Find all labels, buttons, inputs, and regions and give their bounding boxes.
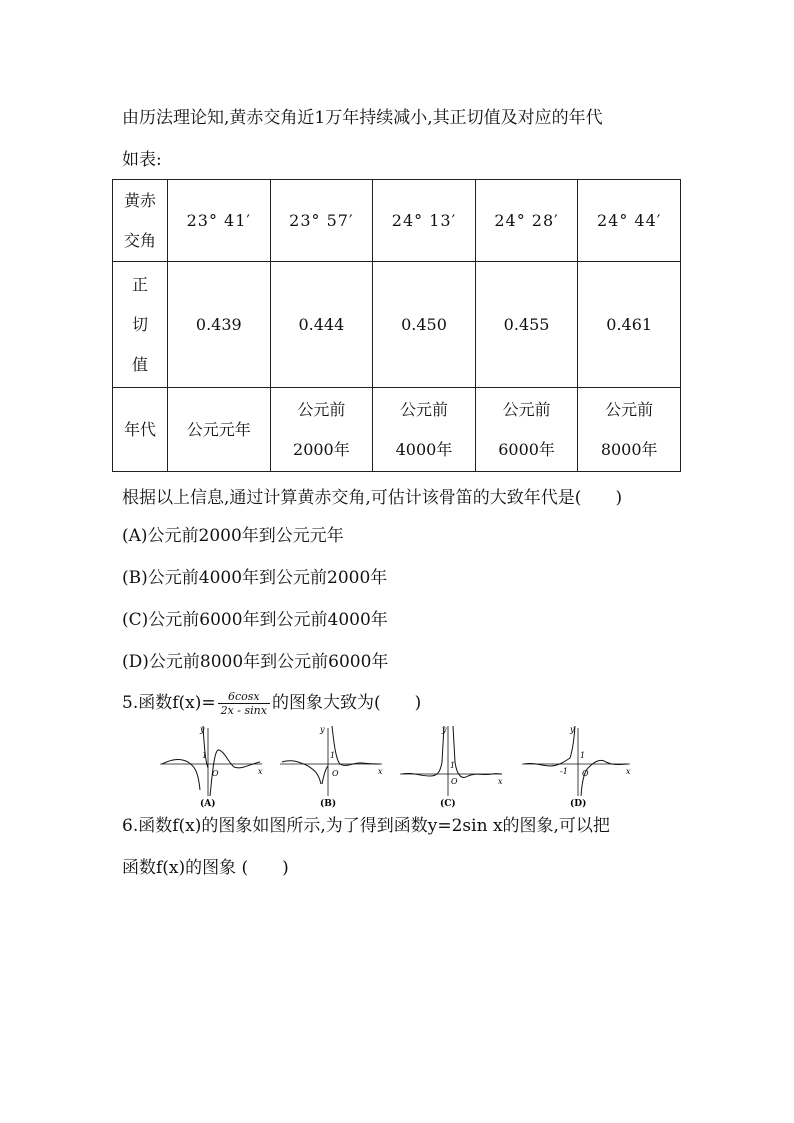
table-cell: 0.461 [578,262,681,388]
graph-b-x-label: x [378,767,383,776]
question-6-line-2: 函数f(x)的图象 ( ) [122,858,289,878]
data-table [112,179,681,472]
table-cell: 公元前 4000年 [373,388,476,472]
table-cell: 0.444 [270,262,373,388]
table-row-era [113,388,681,472]
table-cell: 0.450 [373,262,476,388]
answer-graphs-svg [150,722,650,808]
table-row-angle [113,180,681,262]
graph-b-tick: 1 [330,751,336,760]
graph-d-label: (D) [570,799,587,808]
row-header-angle [113,180,168,262]
intro-line-2: 如表: [122,150,162,170]
table-cell: 0.439 [168,262,271,388]
table-cell: 23° 57′ [270,180,373,262]
graph-c [400,725,503,808]
graph-d-y-label: y [570,725,575,734]
fraction [218,690,270,717]
graph-c-origin: O [451,777,458,786]
graph-a-label: (A) [200,799,216,808]
row-header-tangent-text: 正 切 值 [131,274,148,374]
graph-b-label: (B) [320,799,337,808]
graph-d-tick-neg: -1 [560,767,568,776]
row-header-tangent [113,262,168,388]
table-cell: 23° 41′ [168,180,271,262]
graph-a-origin: O [212,769,219,778]
row-header-angle-text: 黄赤 交角 [123,190,156,250]
graph-c-y-label: y [442,725,447,734]
table-cell: 公元前 2000年 [270,388,373,472]
graph-b-origin: O [332,769,339,778]
graph-d [522,725,631,808]
option-d: (D)公元前8000年到公元前6000年 [122,652,389,672]
table-cell: 公元前 8000年 [578,388,681,472]
graph-d-origin: O [582,769,589,778]
fraction-denominator: 2x - sinx [220,704,267,717]
graph-c-tick: 1 [450,761,456,770]
table-cell: 公元元年 [168,388,271,472]
table-row-tangent [113,262,681,388]
table-cell: 24° 28′ [475,180,578,262]
question-5-prefix: 5.函数f(x)= [122,693,216,713]
row-header-era: 年代 [113,388,168,472]
intro-line-1: 由历法理论知,黄赤交角近1万年持续减小,其正切值及对应的年代 [122,108,603,128]
option-c: (C)公元前6000年到公元前4000年 [122,610,388,630]
graph-d-tick: 1 [580,751,586,760]
graph-a-x-label: x [258,767,263,776]
option-b: (B)公元前4000年到公元前2000年 [122,568,388,588]
fraction-numerator: 6cosx [218,690,270,704]
graph-c-x-label: x [498,777,503,786]
graph-b-y-label: y [320,725,325,734]
table-cell: 0.455 [475,262,578,388]
graph-a-tick: 1 [202,751,208,760]
question-5-suffix: 的图象大致为( ) [271,693,422,713]
question-4-stem: 根据以上信息,通过计算黄赤交角,可估计该骨笛的大致年代是( ) [122,488,623,508]
graph-a-y-label: y [200,725,205,734]
option-a: (A)公元前2000年到公元元年 [122,526,344,546]
question-6-line-1: 6.函数f(x)的图象如图所示,为了得到函数y=2sin x的图象,可以把 [122,816,610,836]
table-cell: 24° 44′ [578,180,681,262]
graph-c-label: (C) [440,799,456,808]
graph-a [160,725,263,808]
table-cell: 公元前 6000年 [475,388,578,472]
graph-b [280,725,383,808]
table-cell: 24° 13′ [373,180,476,262]
answer-graphs [150,722,650,808]
graph-d-x-label: x [626,767,631,776]
question-5-stem [122,690,421,717]
